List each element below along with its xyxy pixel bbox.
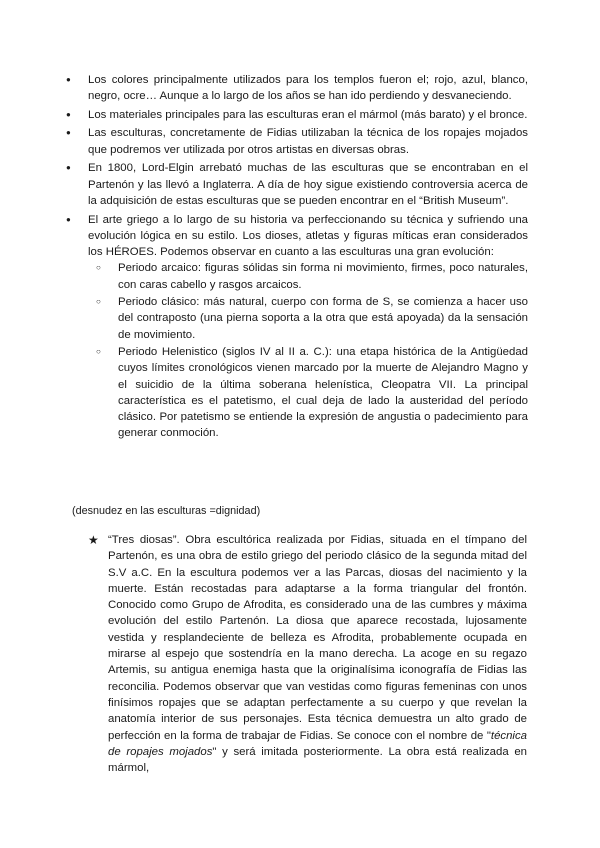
star-item-text-end: " y será imitada posteriormente. La obra está realizada en mármol, — [108, 745, 527, 775]
period-item: ○ Periodo Helenistico (siglos IV al II a. C.): una etapa histórica de la Antigüedad cuyos límites cronológicos vienen marcado por la muerte de Alejandro Magno y el suicidio de la última soberana helenística, Cleopatra VII. La principal característica es el patetismo, el cual deja de lado la austeridad del período clásico. Por patetismo se entiende la expresión de angustia o padecimiento para generar conmoción. — [118, 344, 528, 442]
list-item: ● Los colores principalmente utilizados para los templos fueron el; rojo, azul, blanco, negro, ocre… Aunque a lo largo de los años se han ido perdiendo y desvaneciendo. — [88, 72, 528, 105]
star-list-item — [88, 532, 527, 776]
star-item-text: “Tres diosas”. Obra escultórica realizada por Fidias, situada en el tímpano del Partenón, es una obra de estilo griego del periodo clásico de la segunda mitad del S.V a.C. En la escultura podemos ver a las Parcas, diosas del nacimiento y la muerte. Están recostadas para adaptarse a la forma triangular del frontón. Conocido como Grupo de Afrodita, es considerado una de las cumbres y máxima evolución del estilo Partenón. La diosa que aparece recostada, lujosamente vestida y resplandeciente de belleza es Afrodita, probablemente ocupada en mirarse al espejo que sostendría en la mano derecha. La acoge en su regazo Artemis, su antigua enemiga hasta que la originalísima iconografía de Fidias las reconcilia. Podemos observar que van vestidas como figuras femeninas con unos finísimos ropajes que se adaptan perfectamente a su cuerpo y que revelan la anatomía interior de sus personajes. Esta técnica demuestra un alto grado de perfección en la forma de trabajar de Fidias. Se conoce con el nombre de " — [108, 534, 527, 742]
note-text: (desnudez en las esculturas =dignidad) — [72, 505, 261, 517]
star-icon: ★ — [88, 533, 99, 547]
list-item-evolution — [88, 212, 528, 442]
period-list — [88, 260, 528, 441]
star-item-italic: técnica de ropajes mojados — [108, 729, 527, 758]
period-item: ○ Periodo clásico: más natural, cuerpo con forma de S, se comienza a hacer uso del contraposto (una pierna soporta a la otra que está apoyada) da la sensación de movimiento. — [118, 294, 528, 343]
bullet-list — [88, 72, 528, 444]
list-item-text: El arte griego a lo largo de su historia va perfeccionando su técnica y sufriendo una evolución lógica en su estilo. Los dioses, atletas y figuras míticas eran considerados los HÉROES. Podemos observar en cuanto a las esculturas una gran evolución: — [88, 213, 528, 259]
list-item: ● En 1800, Lord-Elgin arrebató muchas de las esculturas que se encontraban en el Partenón y las llevó a Inglaterra. A día de hoy sigue existiendo controversia acerca de la adquisición de estas esculturas que se pueden encontrar en el “British Museum”. — [88, 160, 528, 209]
list-item: ● Los materiales principales para las esculturas eran el mármol (más barato) y el bronce. — [88, 107, 528, 123]
list-item: ● Las esculturas, concretamente de Fidias utilizaban la técnica de los ropajes mojados que podremos ver utilizada por otros artistas en diversas obras. — [88, 125, 528, 158]
period-item: ○ Periodo arcaico: figuras sólidas sin forma ni movimiento, firmes, poco naturales, con caras cabello y rasgos arcaicos. — [118, 260, 528, 293]
